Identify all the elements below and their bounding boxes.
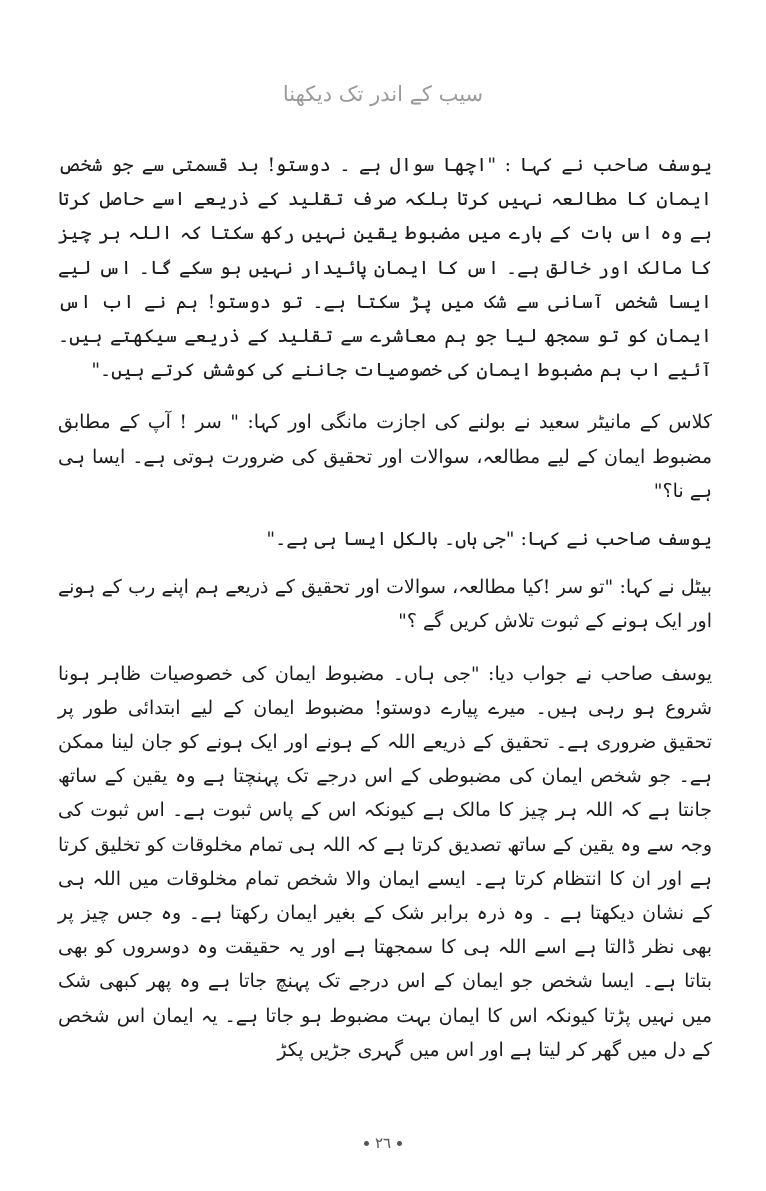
body-text <box>58 148 712 1085</box>
paragraph-saeed-question: کلاس کے مانیٹر سعید نے بولنے کی اجازت مانگی اور کہا: " سر ! آپ کے مطابق مضبوط ایمان کے لیے مطالعہ، سوالات اور تحقیق کی ضرورت ہوتی ہے۔ ایسا ہی ہے نا؟" <box>58 411 712 502</box>
paragraph-yusuf-answer: یوسف صاحب نے جواب دیا: "جی ہاں۔ مضبوط ایمان کی خصوصیات ظاہر ہونا شروع ہو رہی ہیں۔ میرے پیارے دوستو! مضبوط ایمان کے لیے ابتدائی طور پر تحقیق ضروری ہے۔ تحقیق کے ذریعے اللہ کے ہونے اور ایک ہونے کو جان لینا ممکن ہے۔ جو شخص ایمان کی مضبوطی کے اس درجے تک پہنچتا ہے وہ یقین کے ساتھ جانتا ہے کہ اللہ ہر چیز کا مالک ہے کیونکہ اس کے پاس ثبوت ہے۔ اس ثبوت کی وجہ سے وہ یقین کے ساتھ تصدیق کرتا ہے کہ اللہ ہی تمام مخلوقات کو تخلیق کرتا ہے اور ان کا انتظام کرتا ہے۔ ایسے ایمان والا شخص تمام مخلوقات میں اللہ ہی کے نشان دیکھتا ہے ۔ وہ ذرہ برابر شک کے بغیر ایمان رکھتا ہے۔ وہ جس چیز پر بھی نظر ڈالتا ہے اسے اللہ ہی کا سمجھتا ہے اور یہ حقیقت وہ دوسروں کو بھی بتاتا ہے۔ ایسا شخص جو ایمان کے اس درجے تک پہنچ جاتا ہے وہ پھر کبھی شک میں نہیں پڑتا کیونکہ اس کا ایمان بہت مضبوط ہو جاتا ہے۔ یہ ایمان اس شخص کے دل میں گھر کر لیتا ہے اور اس میں گہری جڑیں پکڑ <box>58 662 712 1061</box>
running-header: سیب کے اندر تک دیکھنا <box>282 82 484 106</box>
page-number-value: ٢٦ <box>374 1134 392 1152</box>
paragraph-yusuf-explains: یوسف صاحب نے کہا : "اچھا سوال ہے ۔ دوستو! بد قسمتی سے جو شخص ایمان کا مطالعہ نہیں کرتا بلکہ صرف تقلید کے ذریعے اسے حاصل کرتا ہے وہ اس بات کے بارے میں مضبوط یقین نہیں رکھ سکتا کہ اللہ ہر چیز کا مالک اور خالق ہے۔ اس کا ایمان پائیدار نہیں ہو سکے گا۔ اس لیے ایسا شخص آسانی سے شک میں پڑ سکتا ہے۔ تو دوستو! ہم نے اب اس ایمان کو تو سمجھ لیا جو ہم معاشرے سے تقلید کے ذریعے سیکھتے ہیں۔ آئیے اب ہم مضبوط ایمان کی خصوصیات جاننے کی کوشش کرتے ہیں۔" <box>58 154 712 382</box>
page-number <box>0 1134 766 1152</box>
paragraph-bital-question: بیٹل نے کہا: "تو سر !کیا مطالعہ، سوالات اور تحقیق کے ذریعے ہم اپنے رب کے ہونے اور ایک ہونے کے ثبوت تلاش کریں گے ؟" <box>58 576 712 633</box>
paragraph-yusuf-confirms: یوسف صاحب نے کہا: "جی ہاں۔ بالکل ایسا ہی ہے۔" <box>266 528 712 551</box>
bullet-right-icon <box>364 1141 369 1146</box>
bullet-left-icon <box>397 1141 402 1146</box>
